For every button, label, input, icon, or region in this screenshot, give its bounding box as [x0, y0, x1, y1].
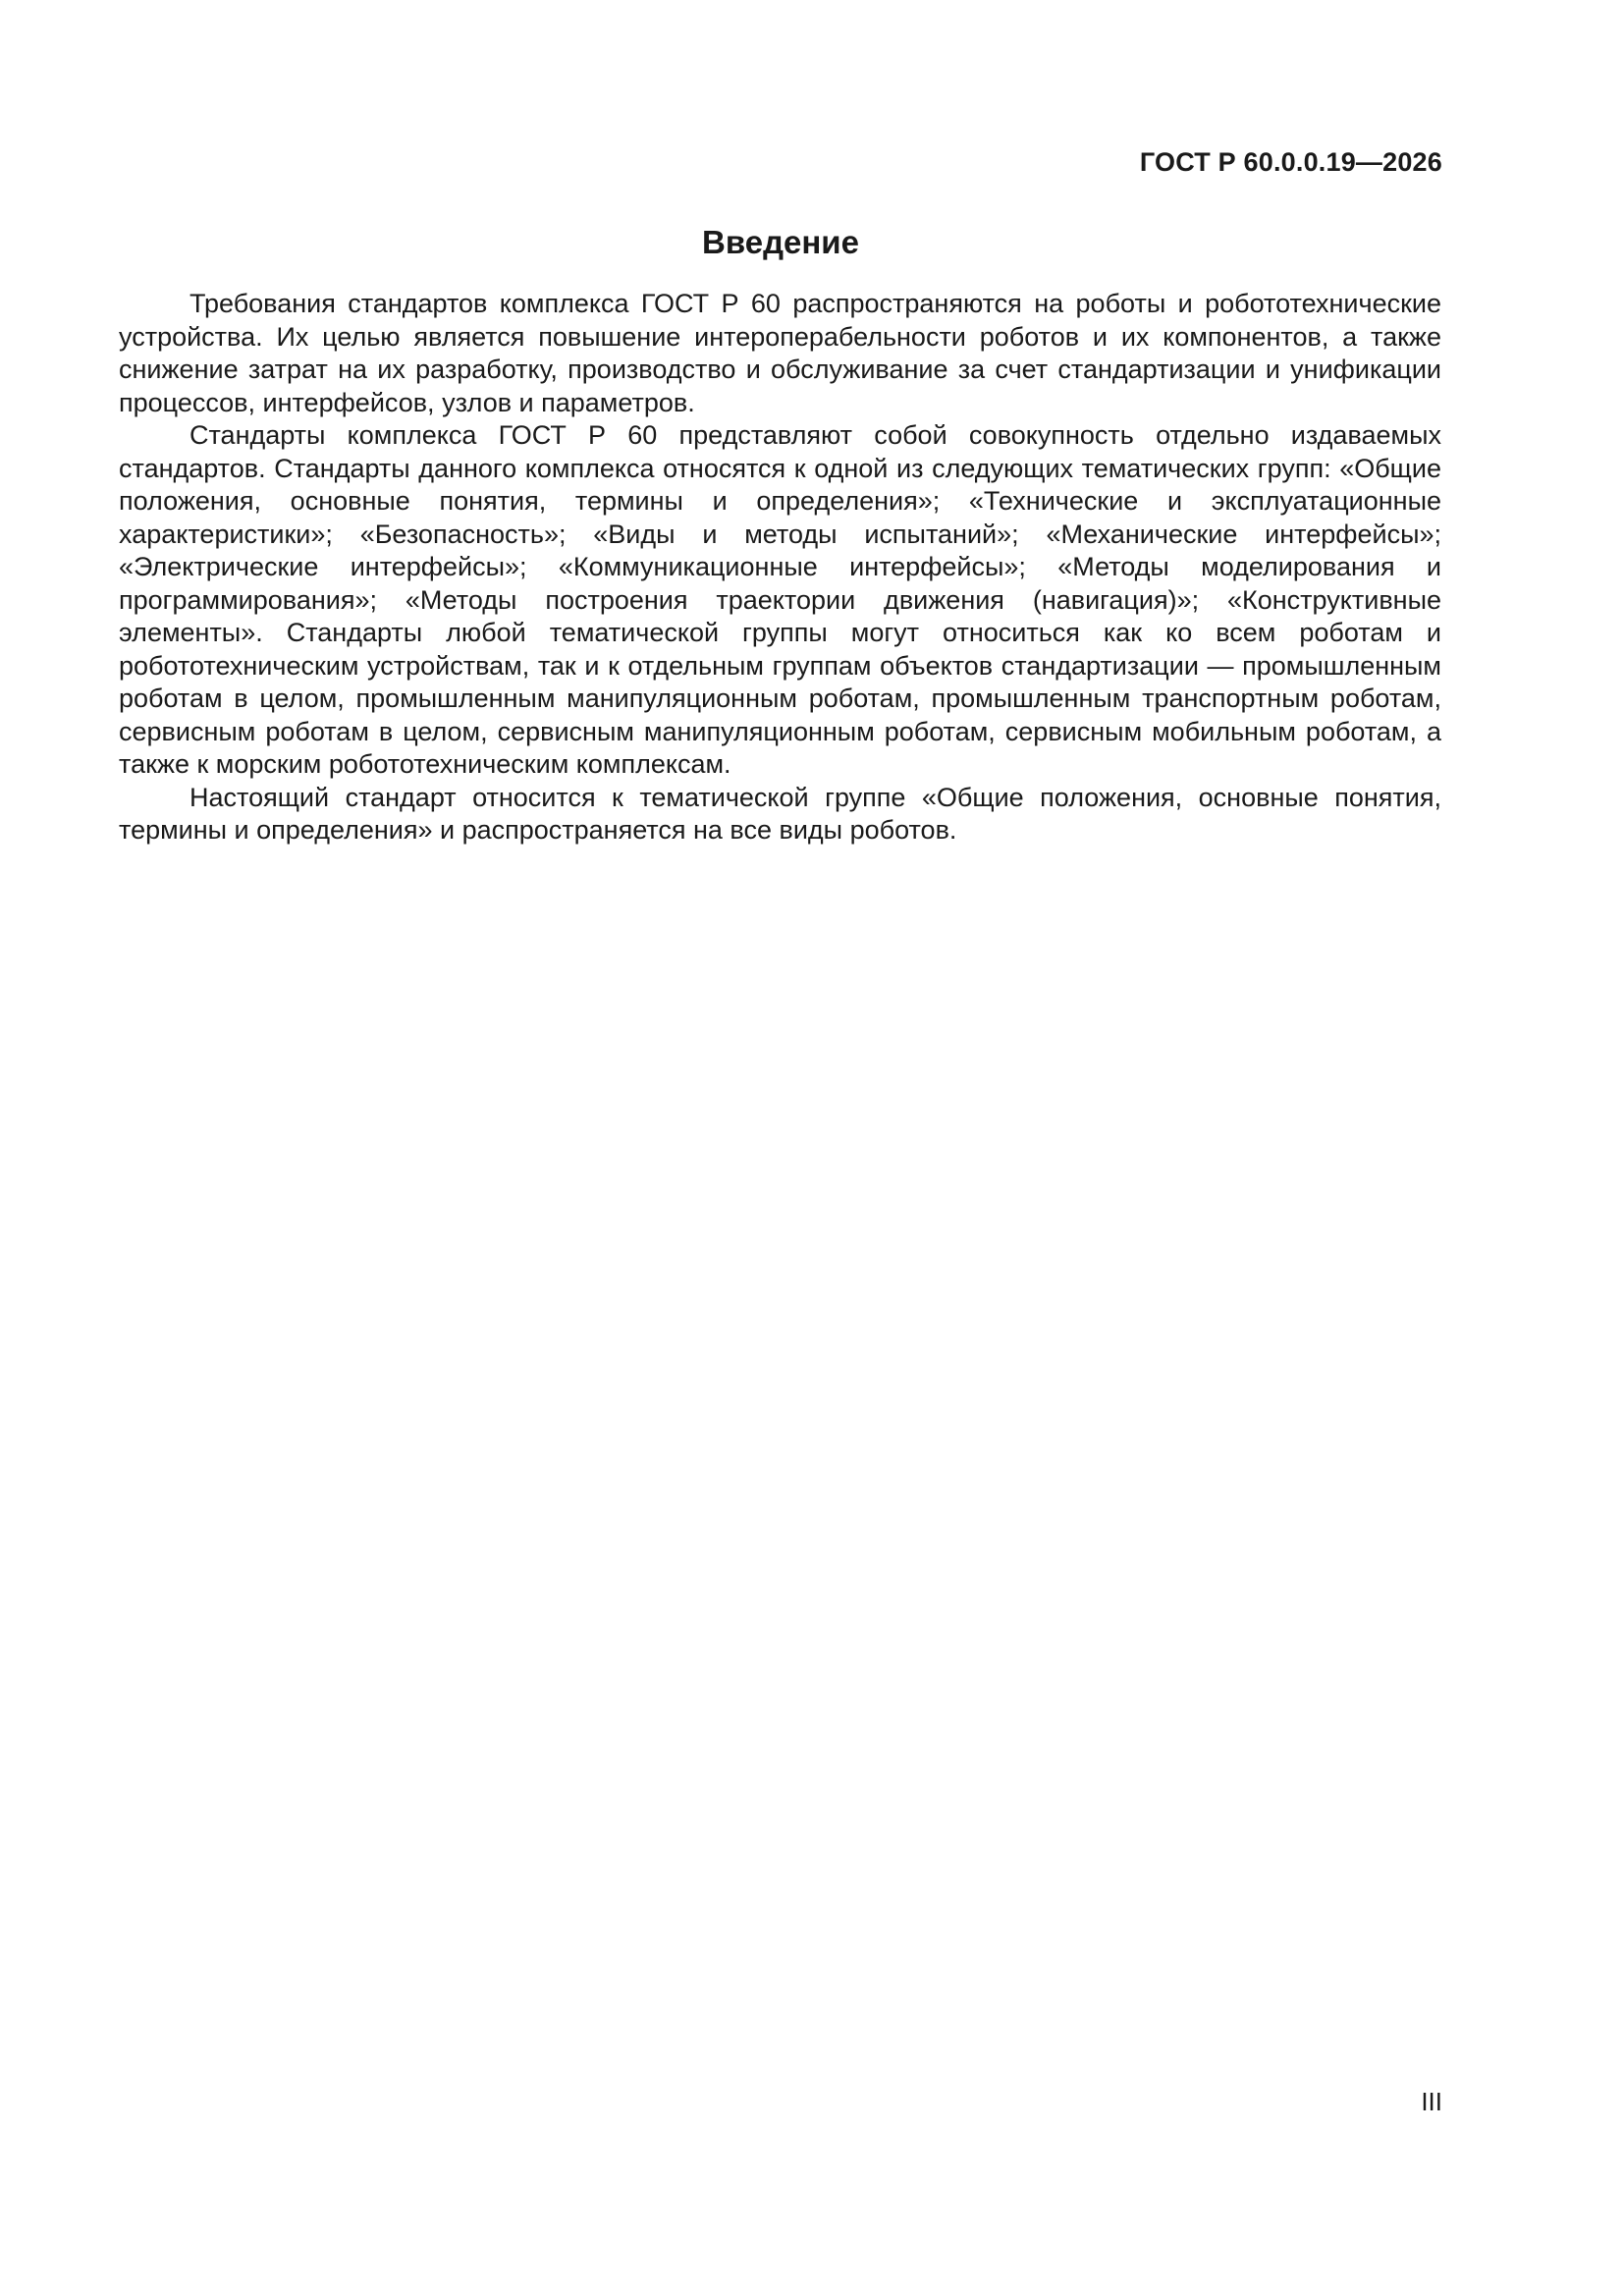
page-number: III — [1421, 2087, 1442, 2116]
paragraph-requirements: Требования стандартов комплекса ГОСТ Р 60 распространяются на роботы и робототехнические устройства. Их целью является повышение интероперабельности роботов и их компонентов, а также снижение затрат на их разработку, производство и обслуживание за счет стандартизации и унификации процессов, интерфейсов, узлов и параметров. — [119, 289, 1441, 417]
body-text — [119, 288, 1441, 847]
paragraph-thematic-groups: Стандарты комплекса ГОСТ Р 60 представляют собой совокупность отдельно издаваемых стандартов. Стандарты данного комплекса относятся к одной из следующих тематических групп: «Общие положения, основные понятия, термины и определения»; «Технические и эксплуатационные характеристики»; «Безопасность»; «Виды и методы испытаний»; «Механические интерфейсы»; «Электрические интерфейсы»; «Коммуникационные интерфейсы»; «Методы моделирования и программирования»; «Методы построения траектории движения (навигация)»; «Конструктивные элементы». Стандарты любой тематической группы могут относиться как ко всем роботам и робототехническим устройствам, так и к отдельным группам объектов стандартизации — промышленным роботам в целом, промышленным манипуляционным роботам, промышленным транспортным роботам, сервисным роботам в целом, сервисным манипуляционным роботам, сервисным мобильным роботам, а также к морским робототехническим комплексам. — [119, 420, 1441, 779]
section-title: Введение — [702, 224, 859, 260]
paragraph-scope: Настоящий стандарт относится к тематической группе «Общие положения, основные понятия, термины и определения» и распространяется на все виды роботов. — [119, 782, 1441, 845]
document-code: ГОСТ Р 60.0.0.19—2026 — [1139, 147, 1442, 177]
